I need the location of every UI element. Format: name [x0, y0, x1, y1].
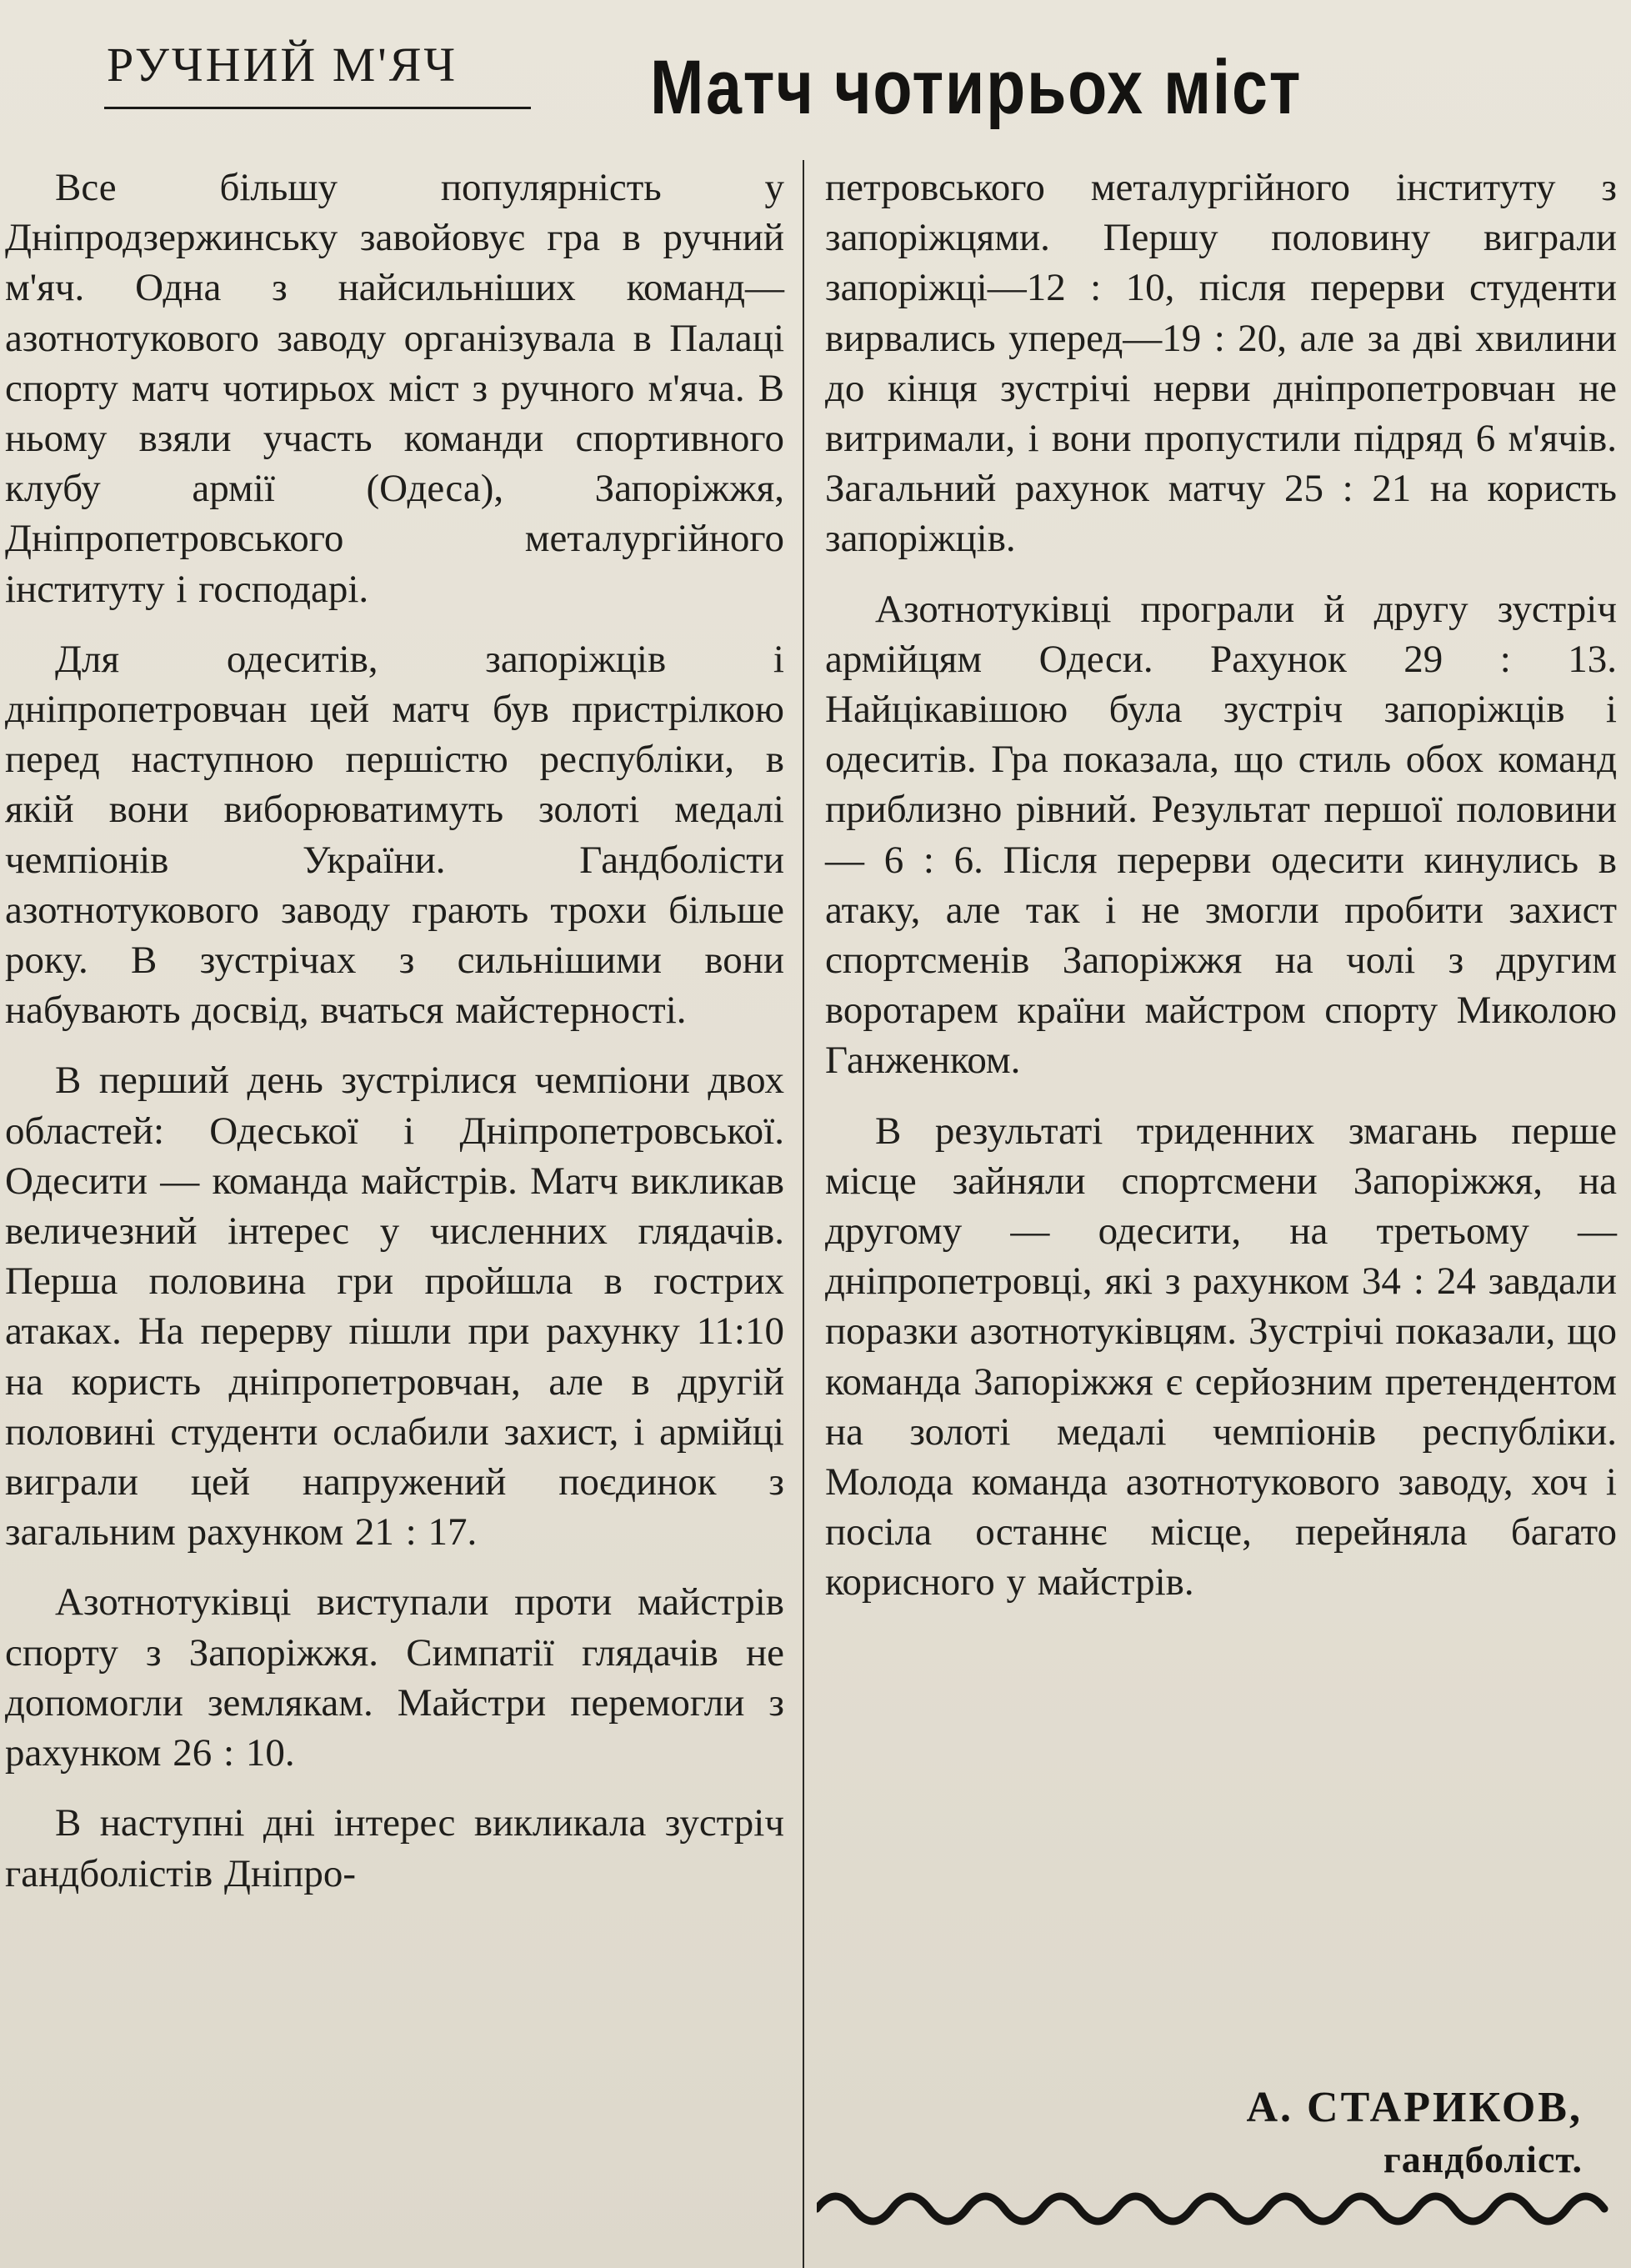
- article-column-right: [825, 163, 1617, 1608]
- section-rubric: РУЧНИЙ М'ЯЧ: [107, 38, 458, 92]
- article-headline: Матч чотирьох міст: [650, 45, 1303, 130]
- paragraph: Для одеситів, запоріжців і дніпропетровчан цей матч був пристрілкою перед наступною першістю республіки, в якій вони виборюватимуть золоті медалі чемпіонів України. Гандболісти азотнотукового заводу грають трохи більше року. В зустрічах з сильнішими вони набувають досвід, вчаться майстерності.: [5, 637, 784, 1033]
- column-divider: [803, 160, 804, 2268]
- author-role: гандболіст.: [1383, 2138, 1583, 2180]
- article-column-left: [5, 163, 784, 1899]
- paragraph: В результаті триденних змагань перше місце зайняли спортсмени Запоріжжя, на другому — одесити, на третьому — дніпропетровці, які з рахунком 34 : 24 завдали поразки азотнотуківцям. Зустрічі показали, що команда Запоріжжя є серйозним претендентом на золоті медалі чемпіонів республіки. Молода команда азотнотукового заводу, хоч і посіла останнє місце, перейняла багато корисного у майстрів.: [825, 1109, 1617, 1605]
- paragraph: В наступні дні інтерес викликала зустріч гандболістів Дніпро-: [5, 1801, 784, 1895]
- rubric-underline: [104, 107, 531, 109]
- author-name: А. СТАРИКОВ,: [1246, 2084, 1583, 2131]
- paragraph: Все більшу популярність у Дніпродзержинську завойовує гра в ручний м'яч. Одна з найсильніших команд—азотнотукового заводу організувала в Палаці спорту матч чотирьох міст з ручного м'яча. В ньому взяли участь команди спортивного клубу армії (Одеса), Запоріжжя, Дніпропетровського металургійного інституту і господарі.: [5, 166, 784, 611]
- paragraph: В перший день зустрілися чемпіони двох областей: Одеської і Дніпропетровської. Одесити — команда майстрів. Матч викликав величезний інтерес у численних глядачів. Перша половина гри пройшла в гострих атаках. На перерву пішли при рахунку 11:10 на користь дніпропетровчан, але в другій половині студенти ослабили захист, і армійці виграли цей напружений поєдинок з загальним рахунком 21 : 17.: [5, 1059, 784, 1555]
- paragraph: петровського металургійного інституту з запоріжцями. Першу половину виграли запоріжці—12 : 10, після перерви студенти вирвались уперед—19 : 20, але за дві хвилини до кінця зустрічі нерви дніпропетровчан не витримали, і вони пропустили підряд 6 м'ячів. Загальний рахунок матчу 25 : 21 на користь запоріжців.: [825, 166, 1617, 561]
- paragraph: Азотнотуківці програли й другу зустріч армійцям Одеси. Рахунок 29 : 13. Найцікавішою була зустріч запоріжців і одеситів. Гра показала, що стиль обох команд приблизно рівний. Результат першої половини — 6 : 6. Після перерви одесити кинулись в атаку, але так і не змогли пробити захист спортсменів Запоріжжя на чолі з другим воротарем країни майстром спорту Миколою Ганженком.: [825, 587, 1617, 1083]
- paragraph: Азотнотуківці виступали проти майстрів спорту з Запоріжжя. Симпатії глядачів не допомогли землякам. Майстри перемогли з рахунком 26 : 10.: [5, 1580, 784, 1775]
- author-signature: [1246, 2080, 1583, 2184]
- wavy-end-rule: [817, 2188, 1608, 2230]
